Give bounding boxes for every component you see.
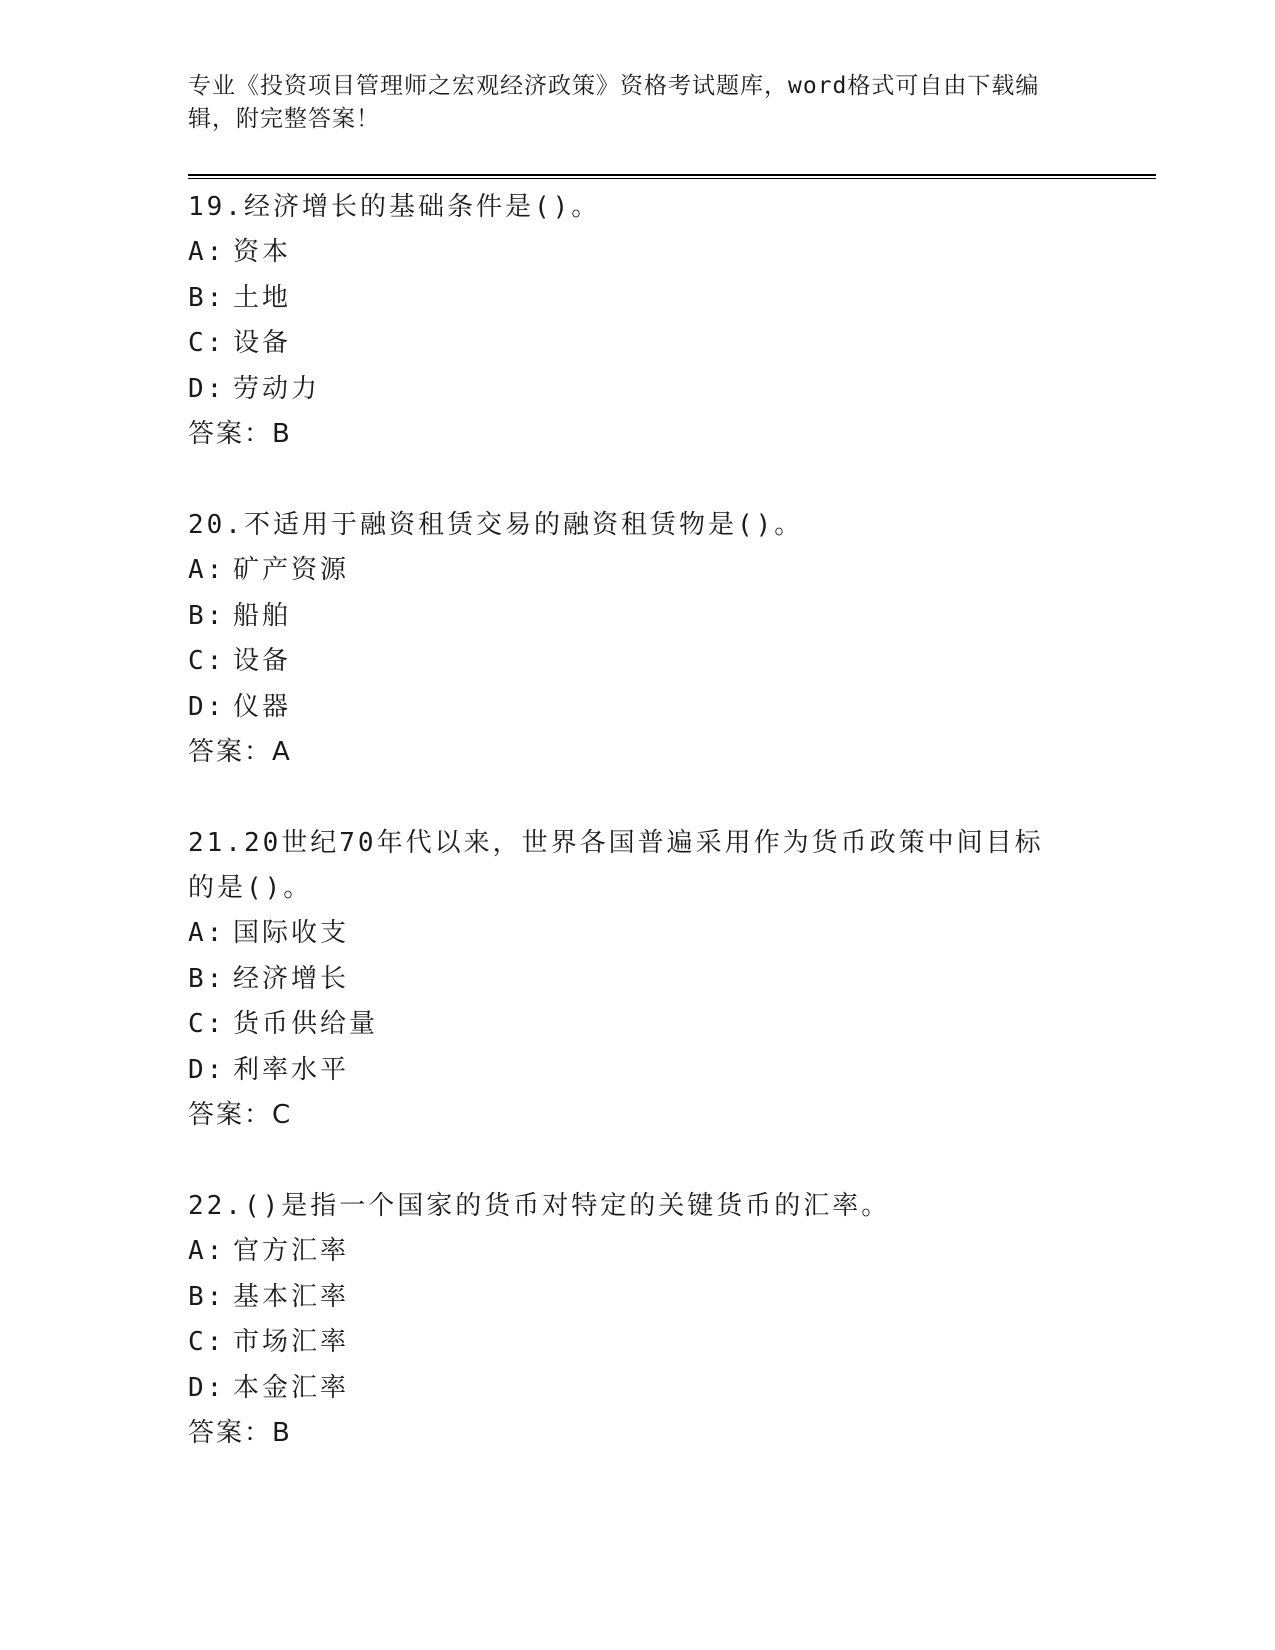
question-stem: 19.经济增长的基础条件是()。 xyxy=(188,192,601,222)
question-21 xyxy=(188,821,1148,1138)
option-a xyxy=(188,230,1148,276)
option-b xyxy=(188,1275,1148,1321)
option-key: A: xyxy=(188,555,226,585)
option-c xyxy=(188,1320,1148,1366)
option-text: 设备 xyxy=(233,646,292,676)
option-c xyxy=(188,1002,1148,1048)
option-text: 土地 xyxy=(233,282,292,313)
option-text: 货币供给量 xyxy=(233,1009,379,1039)
option-key: D: xyxy=(188,691,226,722)
answer-line xyxy=(188,730,1148,775)
header-divider xyxy=(188,174,1156,179)
answer-label: 答案： xyxy=(188,1100,273,1130)
answer-line xyxy=(188,1093,1148,1138)
option-d xyxy=(188,1366,1148,1412)
option-key: D: xyxy=(188,1372,226,1403)
option-key: B: xyxy=(188,282,226,313)
option-text: 国际收支 xyxy=(233,918,350,948)
answer-value: A xyxy=(272,737,292,767)
option-text: 基本汇率 xyxy=(233,1281,350,1312)
question-22 xyxy=(188,1184,1148,1456)
option-text: 经济增长 xyxy=(233,963,350,994)
option-key: A: xyxy=(188,237,226,267)
option-a xyxy=(188,1229,1148,1275)
answer-value: B xyxy=(272,1418,292,1448)
answer-line xyxy=(188,412,1148,457)
option-b xyxy=(188,594,1148,640)
option-text: 仪器 xyxy=(233,691,292,722)
option-a xyxy=(188,911,1148,957)
option-key: C: xyxy=(188,1009,226,1039)
option-key: C: xyxy=(188,1327,226,1357)
answer-label: 答案： xyxy=(188,419,273,449)
question-stem: 22.()是指一个国家的货币对特定的关键货币的汇率。 xyxy=(188,1191,891,1221)
question-stem: 20.不适用于融资租赁交易的融资租赁物是()。 xyxy=(188,510,804,540)
option-c xyxy=(188,321,1148,367)
answer-line xyxy=(188,1411,1148,1456)
option-key: D: xyxy=(188,373,226,404)
option-key: B: xyxy=(188,600,226,631)
option-d xyxy=(188,1048,1148,1094)
option-key: D: xyxy=(188,1054,226,1085)
question-20 xyxy=(188,503,1148,775)
option-a xyxy=(188,548,1148,594)
option-text: 船舶 xyxy=(233,600,292,631)
option-text: 设备 xyxy=(233,328,292,358)
option-b xyxy=(188,276,1148,322)
document-page xyxy=(188,70,1148,1456)
option-text: 利率水平 xyxy=(233,1054,350,1085)
option-text: 资本 xyxy=(233,237,292,267)
document-intro: 专业《投资项目管理师之宏观经济政策》资格考试题库，word格式可自由下载编辑，附完整答案！ xyxy=(188,73,1040,132)
option-text: 劳动力 xyxy=(233,373,321,404)
option-key: A: xyxy=(188,918,226,948)
option-key: B: xyxy=(188,1281,226,1312)
answer-label: 答案： xyxy=(188,737,273,767)
option-text: 矿产资源 xyxy=(233,555,350,585)
answer-label: 答案： xyxy=(188,1418,273,1448)
question-stem: 21.20世纪70年代以来，世界各国普遍采用作为货币政策中间目标的是()。 xyxy=(188,828,1044,903)
option-key: C: xyxy=(188,328,226,358)
option-d xyxy=(188,685,1148,731)
question-19 xyxy=(188,185,1148,457)
answer-value: C xyxy=(272,1100,293,1130)
option-key: A: xyxy=(188,1236,226,1266)
option-b xyxy=(188,957,1148,1003)
answer-value: B xyxy=(272,419,292,449)
option-text: 本金汇率 xyxy=(233,1372,350,1403)
option-key: C: xyxy=(188,646,226,676)
option-key: B: xyxy=(188,963,226,994)
option-c xyxy=(188,639,1148,685)
option-d xyxy=(188,367,1148,413)
option-text: 官方汇率 xyxy=(233,1236,350,1266)
option-text: 市场汇率 xyxy=(233,1327,350,1357)
